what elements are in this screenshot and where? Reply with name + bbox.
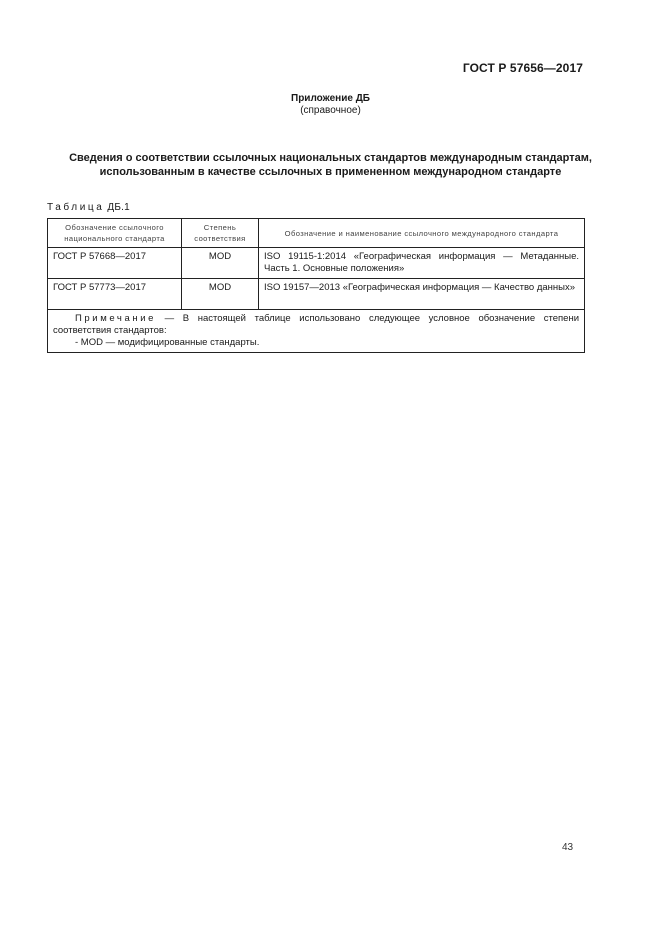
cell-international: ISO 19157—2013 «Географическая информация — Качество данных» <box>259 279 585 310</box>
table-row <box>48 279 585 310</box>
table-header-row <box>48 219 585 248</box>
appendix-title: Приложение ДБ <box>291 93 370 104</box>
page-number: 43 <box>562 842 574 853</box>
table-caption <box>47 202 130 213</box>
note-item: - MOD — модифицированные стандарты. <box>75 337 260 348</box>
note-text: — В настоящей таблице использовано следующее условное обозначение степени соответствия стандартов: <box>53 313 579 336</box>
table-row <box>48 248 585 279</box>
appendix-header <box>0 93 661 117</box>
note-label: Примечание <box>75 313 156 324</box>
table-caption-word: Таблица <box>47 202 105 213</box>
cell-degree: MOD <box>182 248 259 279</box>
table-note <box>48 310 585 353</box>
table-caption-number: ДБ.1 <box>107 202 130 213</box>
document-code: ГОСТ Р 57656—2017 <box>462 61 583 75</box>
column-header-international: Обозначение и наименование ссылочного международного стандарта <box>259 219 585 248</box>
appendix-subtitle: (справочное) <box>300 105 361 116</box>
cell-national: ГОСТ Р 57773—2017 <box>48 279 182 310</box>
cell-national: ГОСТ Р 57668—2017 <box>48 248 182 279</box>
standards-table <box>47 218 585 353</box>
column-header-national: Обозначение ссылочного национального стандарта <box>48 219 182 248</box>
cell-degree: MOD <box>182 279 259 310</box>
table-note-row <box>48 310 585 353</box>
note-paragraph <box>53 313 579 337</box>
heading-line-2: использованным в качестве ссылочных в примененном международном стандарте <box>99 166 562 178</box>
column-header-degree: Степень соответствия <box>182 219 259 248</box>
heading-line-1: Сведения о соответствии ссылочных национальных стандартов международным стандартам, <box>69 152 592 164</box>
cell-international: ISO 19115-1:2014 «Географическая информация — Метаданные. Часть 1. Основные положения» <box>259 248 585 279</box>
section-heading <box>40 151 621 179</box>
